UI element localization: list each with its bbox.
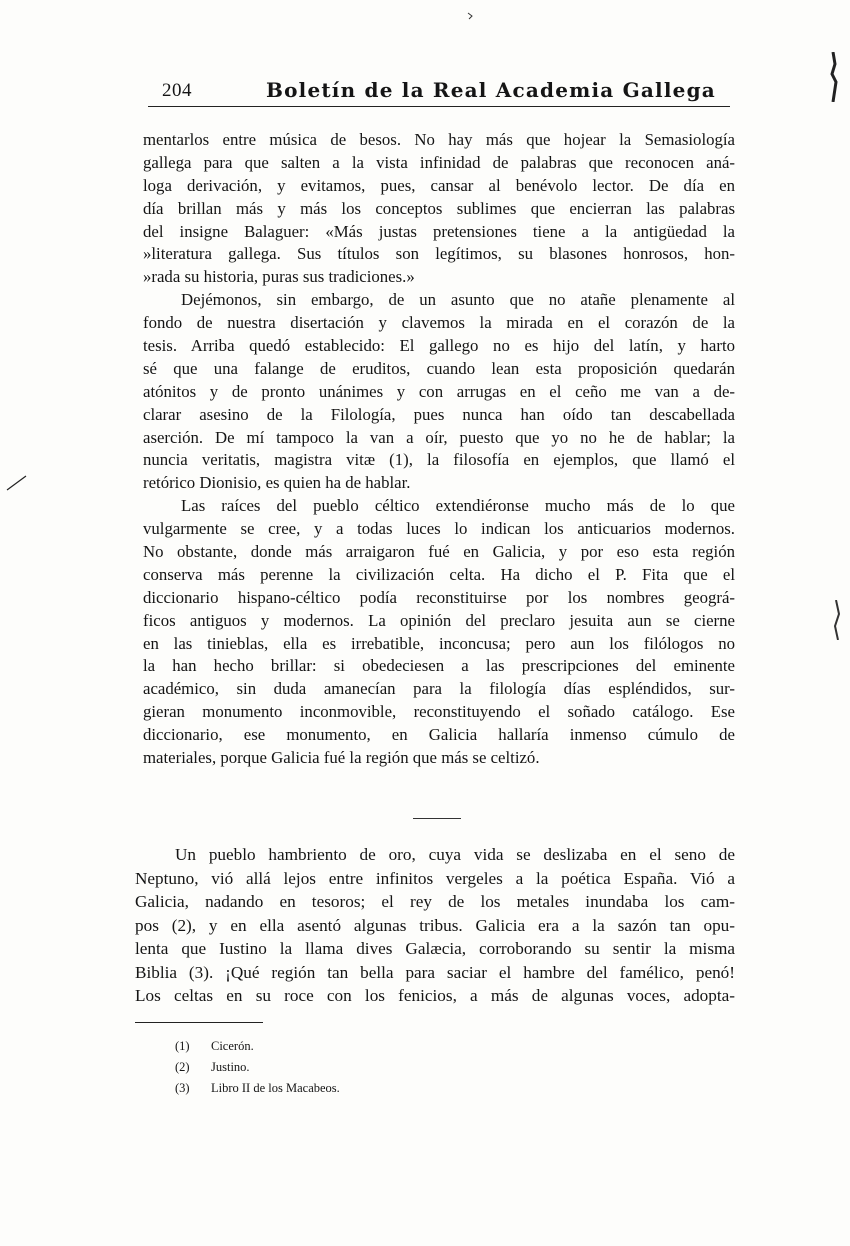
paragraph-start: Dejémonos, sin embargo, de un asunto que no atañe plenamente al bbox=[181, 290, 735, 310]
footnote-number: (3) bbox=[175, 1081, 190, 1095]
footnote bbox=[175, 1057, 475, 1078]
text-line: gieran monumento inconmovible, reconstituyendo el soñado catálogo. Ese bbox=[143, 702, 735, 722]
footnote bbox=[175, 1036, 475, 1057]
text-line: No obstante, donde más arraigaron fué en Galicia, y por eso esta región bbox=[143, 542, 735, 562]
text-line: aserción. De mí tampoco la van a oír, puesto que yo no he de hablar; la bbox=[143, 427, 735, 447]
text-line: diccionario hispano-céltico podía reconstituirse por los nombres geográ- bbox=[143, 587, 735, 607]
text-line: lenta que Iustino la llama dives Galæcia, corroborando su sentir la misma bbox=[135, 939, 735, 958]
paragraph-start: Un pueblo hambriento de oro, cuya vida se deslizaba en el seno de bbox=[175, 845, 735, 864]
text-line: diccionario, ese monumento, en Galicia hallaría inmenso cúmulo de bbox=[143, 725, 735, 745]
text-line: Los celtas en su roce con los fenicios, a más de algunas voces, adopta- bbox=[135, 986, 735, 1005]
text-line: »literatura gallega. Sus títulos son legítimos, su blasones honrosos, hon- bbox=[143, 244, 735, 264]
footnote-text: Justino. bbox=[211, 1060, 250, 1074]
text-line: la han hecho brillar: si obedeciesen a las prescripciones del eminente bbox=[143, 656, 735, 676]
footnote-text: Cicerón. bbox=[211, 1039, 254, 1053]
text-line: conserva más perenne la civilización celta. Ha dicho el P. Fita que el bbox=[143, 564, 735, 584]
running-title: Boletín de la Real Academia Gallega bbox=[266, 78, 716, 102]
text-line: loga derivación, y evitamos, pues, cansar al benévolo lector. De día en bbox=[143, 175, 735, 195]
section-separator bbox=[413, 818, 461, 819]
binding-mark-icon bbox=[826, 52, 840, 102]
text-line: día brillan más y más los conceptos sublimes que encierran las palabras bbox=[143, 198, 735, 218]
body-text-2 bbox=[135, 843, 735, 1008]
text-line: »rada su historia, puras sus tradiciones.» bbox=[143, 267, 415, 287]
header-rule bbox=[148, 106, 730, 107]
text-line: atónitos y de pronto unánimes y con arrugas en el ceño me van a de- bbox=[143, 381, 735, 401]
text-line: gallega para que salten a la vista infinidad de palabras que reconocen aná- bbox=[143, 152, 735, 172]
body-text bbox=[143, 129, 735, 770]
footnote bbox=[175, 1078, 475, 1099]
text-line: Neptuno, vió allá lejos entre infinitos vergeles a la poética España. Vió a bbox=[135, 868, 735, 888]
pen-stroke-icon bbox=[6, 474, 28, 492]
text-line: ficos antiguos y modernos. La opinión del preclaro jesuita aun se cierne bbox=[143, 610, 735, 630]
footnote-text: Libro II de los Macabeos. bbox=[211, 1081, 340, 1095]
footnotes bbox=[175, 1036, 475, 1099]
text-line: vulgarmente se cree, y a todas luces lo indican los anticuarios modernos. bbox=[143, 519, 735, 539]
paragraph-start: Las raíces del pueblo céltico extendiéronse mucho más de lo que bbox=[181, 496, 735, 516]
page-header bbox=[148, 78, 730, 108]
footnote-rule bbox=[135, 1022, 263, 1023]
text-line: sé que una falange de eruditos, cuando lean esta proposición quedarán bbox=[143, 358, 735, 378]
text-line: mentarlos entre música de besos. No hay más que hojear la Semasiología bbox=[143, 130, 735, 149]
text-line: Biblia (3). ¡Qué región tan bella para saciar el hambre del famélico, penó! bbox=[135, 962, 735, 982]
text-line: del insigne Balaguer: «Más justas pretensiones tiene a la antigüedad la bbox=[143, 221, 735, 241]
footnote-number: (2) bbox=[175, 1060, 190, 1074]
text-line: fondo de nuestra disertación y clavemos la mirada en el corazón de la bbox=[143, 313, 735, 333]
text-line: tesis. Arriba quedó establecido: El gallego no es hijo del latín, y harto bbox=[143, 336, 735, 356]
text-line: pos (2), y en ella asentó algunas tribus. Galicia era a la sazón tan opu- bbox=[135, 915, 735, 935]
text-line: en las tinieblas, ella es irrebatible, inconcusa; pero aun los filólogos no bbox=[143, 633, 735, 653]
text-line: Galicia, nadando en tesoros; el rey de los metales inundaba los cam- bbox=[135, 892, 735, 911]
footnote-number: (1) bbox=[175, 1039, 190, 1053]
scan-speck-icon bbox=[467, 12, 473, 20]
text-line: clarar asesino de la Filología, pues nunca han oído tan descabellada bbox=[143, 404, 735, 424]
binding-mark-icon bbox=[832, 600, 842, 640]
text-line: nuncia veritatis, magistra vitæ (1), la filosofía en ejemplos, que llamó el bbox=[143, 450, 735, 470]
text-line: materiales, porque Galicia fué la región que más se celtizó. bbox=[143, 748, 540, 768]
text-line: retórico Dionisio, es quien ha de hablar. bbox=[143, 473, 411, 493]
page-number: 204 bbox=[162, 80, 192, 101]
text-line: académico, sin duda amanecían para la filología días espléndidos, sur- bbox=[143, 679, 735, 699]
